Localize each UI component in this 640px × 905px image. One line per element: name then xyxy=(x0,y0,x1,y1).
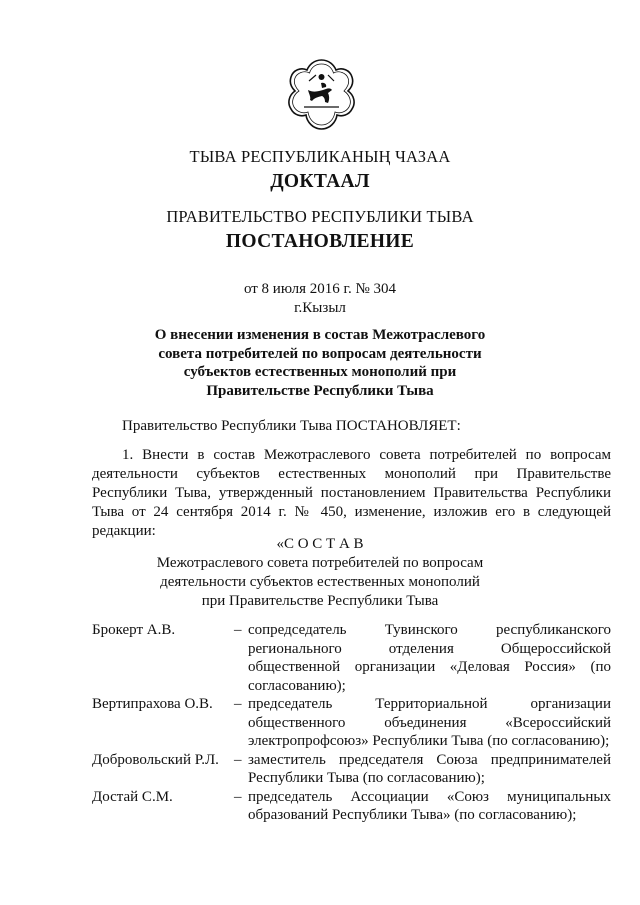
republic-emblem-icon xyxy=(284,57,359,133)
member-dash: – xyxy=(234,788,242,805)
sostav-heading: «С О С Т А В xyxy=(276,536,364,552)
member-dash: – xyxy=(234,751,242,768)
header-russian-decree: ПОСТАНОВЛЕНИЕ xyxy=(225,231,415,252)
sostav-subtitle-line: деятельности субъектов естественных монополий xyxy=(160,574,480,590)
member-position: председатель Ассоциации «Союз муниципальных образований Республики Тыва» (по согласованию); xyxy=(248,788,611,823)
document-title-line: Правительстве Республики Тыва xyxy=(206,382,434,399)
member-row xyxy=(92,621,611,695)
member-row xyxy=(92,751,611,788)
document-city: г.Кызыл xyxy=(294,300,346,316)
member-position: председатель Территориальной организации общественного объединения «Всероссийский электропрофсоюз» Республики Тыва (по согласованию); xyxy=(248,696,611,749)
member-name: Брокерт А.В. xyxy=(92,622,176,638)
sostav-subtitle-line: при Правительстве Республики Тыва xyxy=(201,593,439,609)
member-row xyxy=(92,695,611,751)
header-tuvan-government: ТЫВА РЕСПУБЛИКАНЫҢ ЧАЗАА xyxy=(189,147,451,166)
document-title-line: субъектов естественных монополий при xyxy=(183,364,457,380)
header-russian-government: ПРАВИТЕЛЬСТВО РЕСПУБЛИКИ ТЫВА xyxy=(166,207,474,226)
member-dash: – xyxy=(234,696,242,712)
member-name: Добровольский Р.Л. xyxy=(92,751,219,768)
header-tuvan-decree: ДОКТААЛ xyxy=(270,171,370,192)
member-position: сопредседатель Тувинского республиканского регионального отделения Общероссийской общественной организации «Деловая Россия» (по согласованию); xyxy=(248,622,611,694)
member-name: Достай С.М. xyxy=(92,788,173,805)
sostav-subtitle-line: Межотраслевого совета потребителей по вопросам xyxy=(156,555,484,571)
decree-statement: Правительство Республики Тыва ПОСТАНОВЛЯЕТ: xyxy=(122,418,461,434)
members-list xyxy=(92,621,611,825)
paragraph-item-1: 1. Внести в состав Межотраслевого совета потребителей по вопросам деятельности субъектов естественных монополий при Правительстве Республики Тыва, утвержденный постановлением Правительства Республики Тыва от 24 сентября 2014 г. № 450, изменение, изложив его в следующей редакции: xyxy=(92,447,611,539)
member-position: заместитель председателя Союза предпринимателей Республики Тыва (по согласованию); xyxy=(248,751,611,786)
member-row xyxy=(92,788,611,825)
document-date-number: от 8 июля 2016 г. № 304 xyxy=(243,281,397,297)
document-title-line: совета потребителей по вопросам деятельности xyxy=(158,345,482,362)
member-dash: – xyxy=(234,622,242,638)
document-title-line: О внесении изменения в состав Межотраслевого xyxy=(154,327,486,343)
member-name: Вертипрахова О.В. xyxy=(92,696,213,712)
